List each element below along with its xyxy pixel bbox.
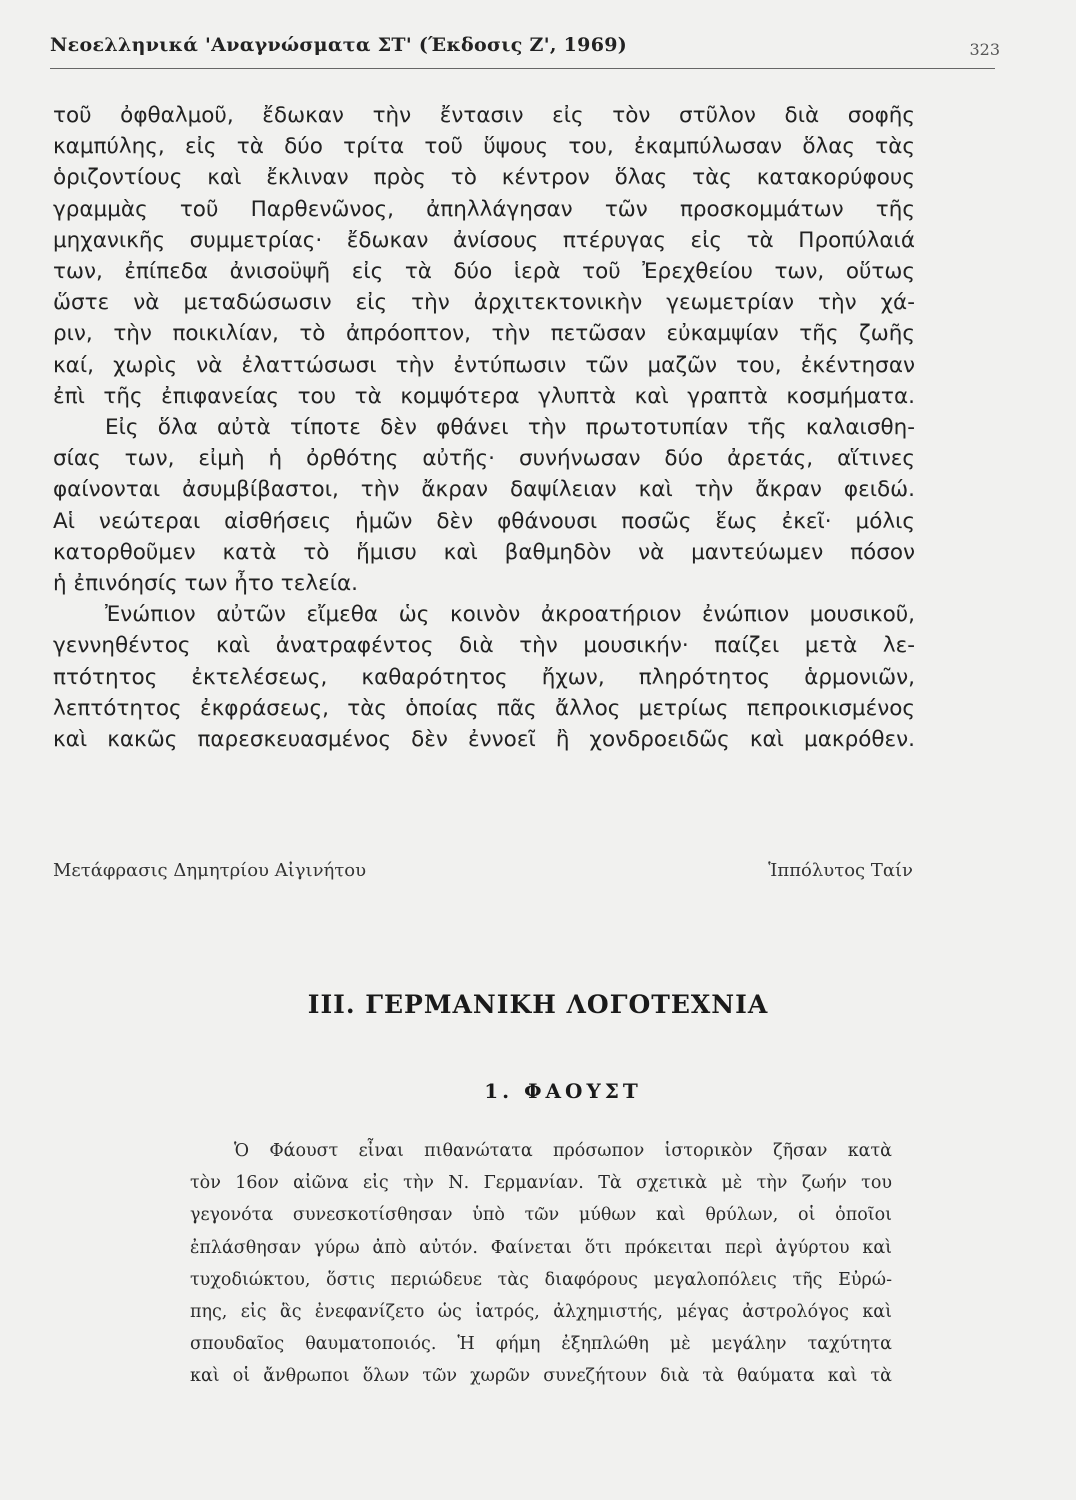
attribution — [53, 860, 913, 890]
text-line: Αἱ νεώτεραι αἰσθήσεις ἡμῶν δὲν φθάνουσι ποσῶς ἕως ἐκεῖ· μόλις — [53, 508, 915, 534]
text-line: καὶ κακῶς παρεσκευασμένος δὲν ἐννοεῖ ἢ χονδροειδῶς καὶ μακρόθεν. — [53, 727, 915, 753]
passage-text — [53, 100, 915, 755]
text-line: γραμμὰς τοῦ Παρθενῶνος, ἀπηλλάγησαν τῶν προσκομμάτων τῆς — [53, 196, 915, 222]
page-number: 323 — [969, 40, 1000, 59]
author-credit: Ἱππόλυτος Ταίν — [768, 860, 913, 881]
text-line: γεννηθέντος καὶ ἀνατραφέντος διὰ τὴν μουσικήν· παίζει μετὰ λε- — [53, 633, 915, 659]
text-line: καὶ οἱ ἄνθρωποι ὅλων τῶν χωρῶν συνεζήτουν διὰ τὰ θαύματα καὶ τὰ — [190, 1366, 892, 1387]
text-line: των, ἐπίπεδα ἀνισοϋψῆ εἰς τὰ δύο ἱερὰ τοῦ Ἐρεχθείου των, οὕτως — [53, 259, 915, 285]
text-line: καμπύλης, εἰς τὰ δύο τρίτα τοῦ ὕψους του, ἐκαμπύλωσαν ὅλας τὰς — [53, 134, 915, 160]
paragraph-3 — [53, 599, 915, 755]
text-line: Ἐνώπιον αὐτῶν εἴμεθα ὡς κοινὸν ἀκροατήριον ἐνώπιον μουσικοῦ, — [105, 602, 915, 628]
text-line: σίας των, εἰμὴ ἡ ὀρθότης αὐτῆς· συνήνωσαν δύο ἀρετάς, αἵτινες — [53, 446, 915, 472]
header-rule — [50, 68, 995, 69]
text-line: ἐπὶ τῆς ἐπιφανείας του τὰ κομψότερα γλυπτὰ καὶ γραπτὰ κοσμήματα. — [53, 383, 915, 409]
text-line: ὁριζοντίους καὶ ἔκλιναν πρὸς τὸ κέντρον ὅλας τὰς κατακορύφους — [53, 165, 915, 191]
text-line: Εἰς ὅλα αὐτὰ τίποτε δὲν φθάνει τὴν πρωτοτυπίαν τῆς καλαισθη- — [105, 415, 915, 441]
text-line: ὥστε νὰ μεταδώσωσιν εἰς τὴν ἀρχιτεκτονικὴν γεωμετρίαν τὴν χά- — [53, 290, 915, 316]
text-line: πης, εἰς ἃς ἐνεφανίζετο ὡς ἰατρός, ἀλχημιστής, μέγας ἀστρολόγος καὶ — [190, 1302, 892, 1323]
text-line: τοῦ ὀφθαλμοῦ, ἔδωκαν τὴν ἔντασιν εἰς τὸν στῦλον διὰ σοφῆς — [53, 103, 915, 128]
text-line: σπουδαῖος θαυματοποιός. Ἡ φήμη ἐξηπλώθη μὲ μεγάλην ταχύτητα — [190, 1334, 892, 1355]
text-line: τὸν 16ον αἰῶνα εἰς τὴν Ν. Γερμανίαν. Τὰ σχετικὰ μὲ τὴν ζωήν του — [190, 1173, 892, 1194]
translator-credit: Μετάφρασις Δημητρίου Αἰγινήτου — [53, 860, 367, 881]
text-line: τυχοδιώκτου, ὅστις περιώδευε τὰς διαφόρους μεγαλοπόλεις τῆς Εὐρώ- — [190, 1269, 892, 1290]
text-line: ριν, τὴν ποικιλίαν, τὸ ἀπρόοπτον, τὴν πετῶσαν εὐκαμψίαν τῆς ζωῆς — [53, 321, 915, 347]
text-line: Ὁ Φάουστ εἶναι πιθανώτατα πρόσωπον ἱστορικὸν ζῆσαν κατὰ — [234, 1141, 892, 1161]
section-title: ΙΙΙ. ΓΕΡΜΑΝΙΚΗ ΛΟΓΟΤΕΧΝΙΑ — [307, 990, 769, 1019]
faust-intro-text — [190, 1135, 892, 1393]
subsection-title: 1. ΦΑΟΥΣΤ — [484, 1079, 642, 1103]
text-line: ἐπλάσθησαν γύρω ἀπὸ αὐτόν. Φαίνεται ὅτι πρόκειται περὶ ἀγύρτου καὶ — [190, 1237, 892, 1258]
running-title: Νεοελληνικά 'Αναγνώσματα ΣΤ' (Έκδοσις Ζ', 1969) — [50, 34, 628, 56]
text-line: καί, χωρὶς νὰ ἐλαττώσωσι τὴν ἐντύπωσιν τῶν μαζῶν του, ἐκέντησαν — [53, 352, 915, 378]
text-line: πτότητος ἐκτελέσεως, καθαρότητος ἤχων, πληρότητος ἁρμονιῶν, — [53, 664, 915, 690]
text-line: λεπτότητος ἐκφράσεως, τὰς ὁποίας πᾶς ἄλλος μετρίως πεπροικισμένος — [53, 695, 915, 721]
text-line: ἡ ἐπινόησίς των ἦτο τελεία. — [53, 571, 358, 597]
text-line: γεγονότα συνεσκοτίσθησαν ὑπὸ τῶν μύθων καὶ θρύλων, οἱ ὁποῖοι — [190, 1205, 892, 1226]
paragraph-2 — [53, 412, 915, 599]
text-line: κατορθοῦμεν κατὰ τὸ ἥμισυ καὶ βαθμηδὸν νὰ μαντεύωμεν πόσον — [53, 539, 915, 565]
paragraph-1 — [53, 100, 915, 412]
page-header — [50, 30, 1000, 70]
text-line: μηχανικῆς συμμετρίας· ἔδωκαν ἀνίσους πτέρυγας εἰς τὰ Προπύλαιά — [53, 227, 915, 253]
text-line: φαίνονται ἀσυμβίβαστοι, τὴν ἄκραν δαψίλειαν καὶ τὴν ἄκραν φειδώ. — [53, 477, 915, 503]
